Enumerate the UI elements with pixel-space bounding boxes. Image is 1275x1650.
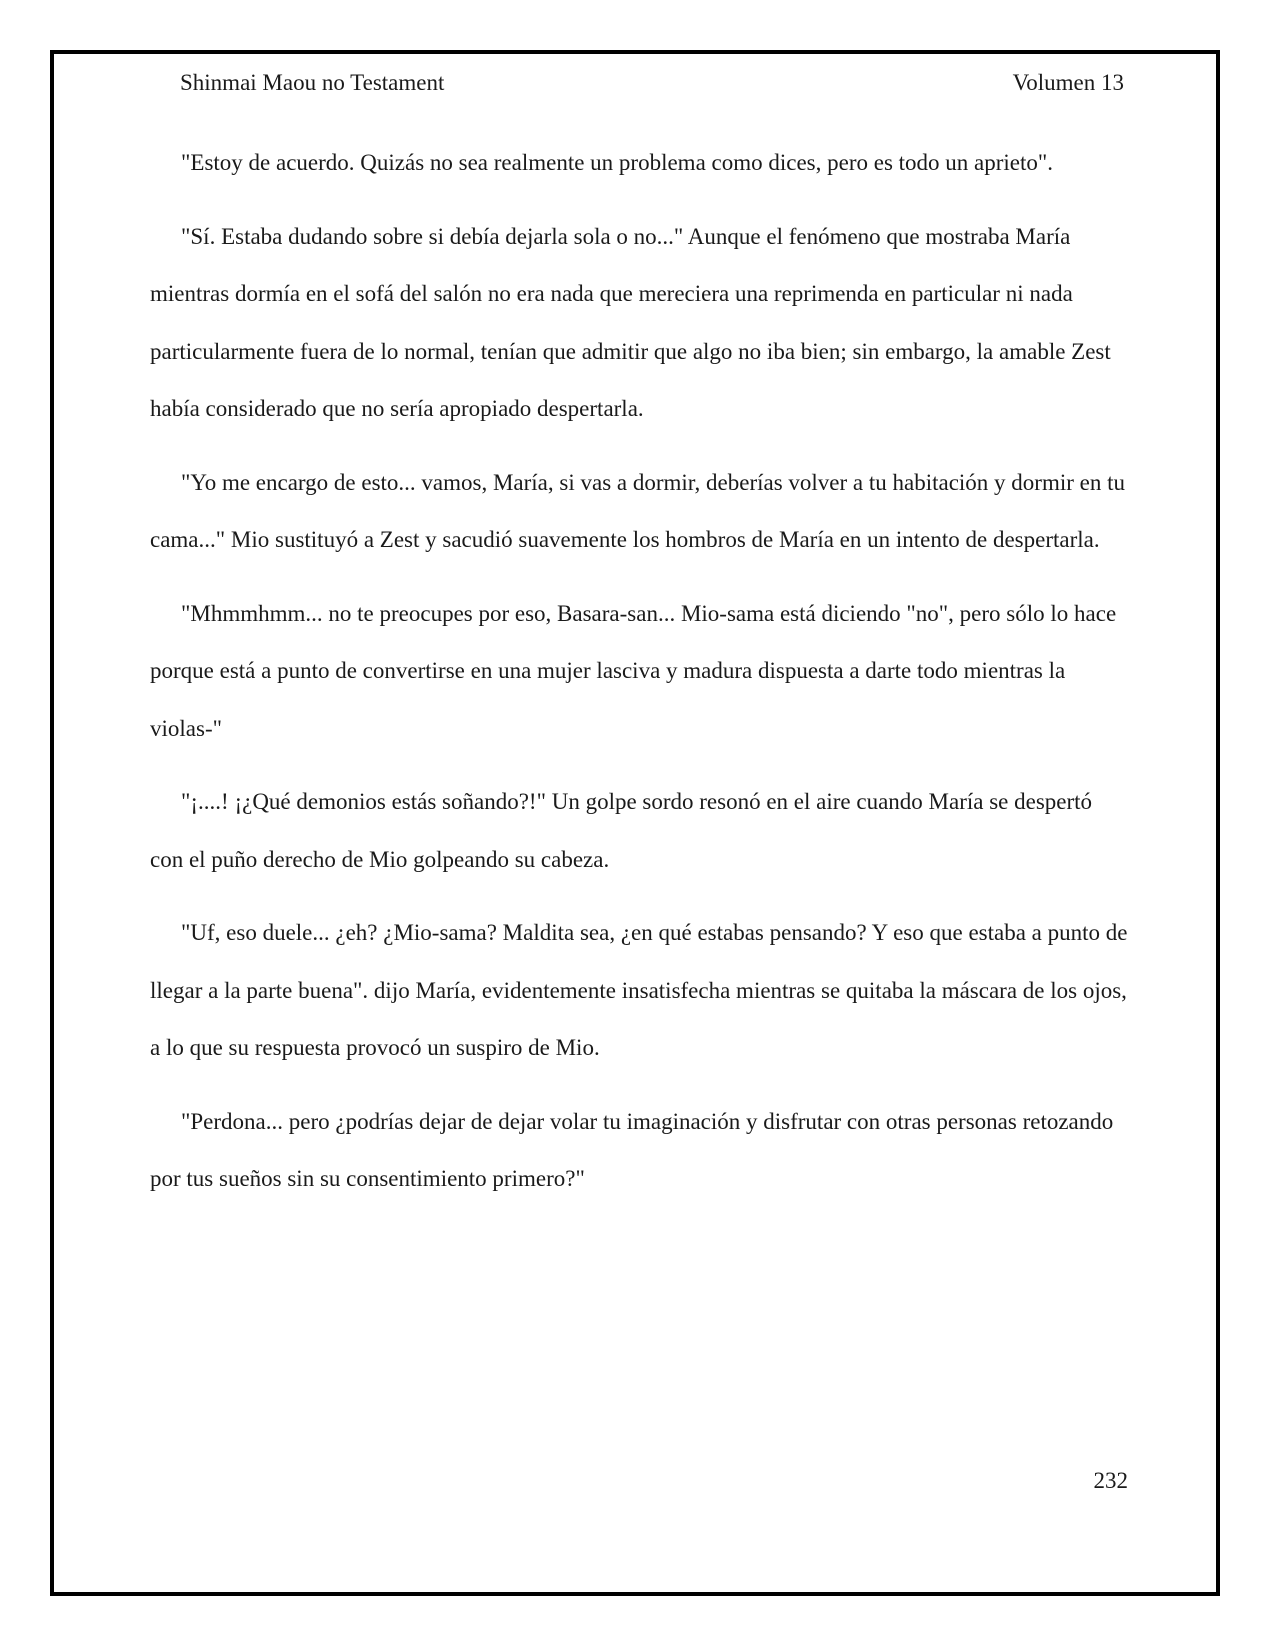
paragraph: "Estoy de acuerdo. Quizás no sea realmente un problema como dices, pero es todo un aprieto". [181,150,1054,175]
paragraph: "Yo me encargo de esto... vamos, María, si vas a dormir, deberías volver a tu habitación y dormir en tu cama..." Mio sustituyó a Zest y sacudió suavemente los hombros de María en un intento de despertarla. [150,469,1125,552]
paragraph: "Mhmmhmm... no te preocupes por eso, Basara-san... Mio-sama está diciendo "no", pero sólo lo hace porque está a punto de convertirse en una mujer lasciva y madura dispuesta a darte todo mientras la violas-" [150,600,1117,741]
volume-label: Volumen 13 [1012,70,1124,95]
paragraph: "Perdona... pero ¿podrías dejar de dejar volar tu imaginación y disfrutar con otras personas retozando por tus sueños sin su consentimiento primero?" [150,1108,1114,1191]
page-number: 232 [1093,1468,1128,1493]
paragraph: "¡....! ¡¿Qué demonios estás soñando?!" Un golpe sordo resonó en el aire cuando María se despertó con el puño derecho de Mio golpeando su cabeza. [150,789,1093,872]
paragraph: "Uf, eso duele... ¿eh? ¿Mio-sama? Maldita sea, ¿en qué estabas pensando? Y eso que estaba a punto de llegar a la parte buena". dijo María, evidentemente insatisfecha mientras se quitaba la máscara de los ojos, a lo que su respuesta provocó un suspiro de Mio. [150,920,1128,1060]
paragraph: "Sí. Estaba dudando sobre si debía dejarla sola o no..." Aunque el fenómeno que mostraba María mientras dormía en el sofá del salón no era nada que mereciera una reprimenda en particular ni nada particularmente fuera de lo normal, tenían que admitir que algo no iba bien; sin embargo, la amable Zest había considerado que no sería apropiado despertarla. [150,223,1111,421]
running-header [180,70,1124,106]
book-title: Shinmai Maou no Testament [180,70,445,95]
body-text [150,134,1130,1224]
